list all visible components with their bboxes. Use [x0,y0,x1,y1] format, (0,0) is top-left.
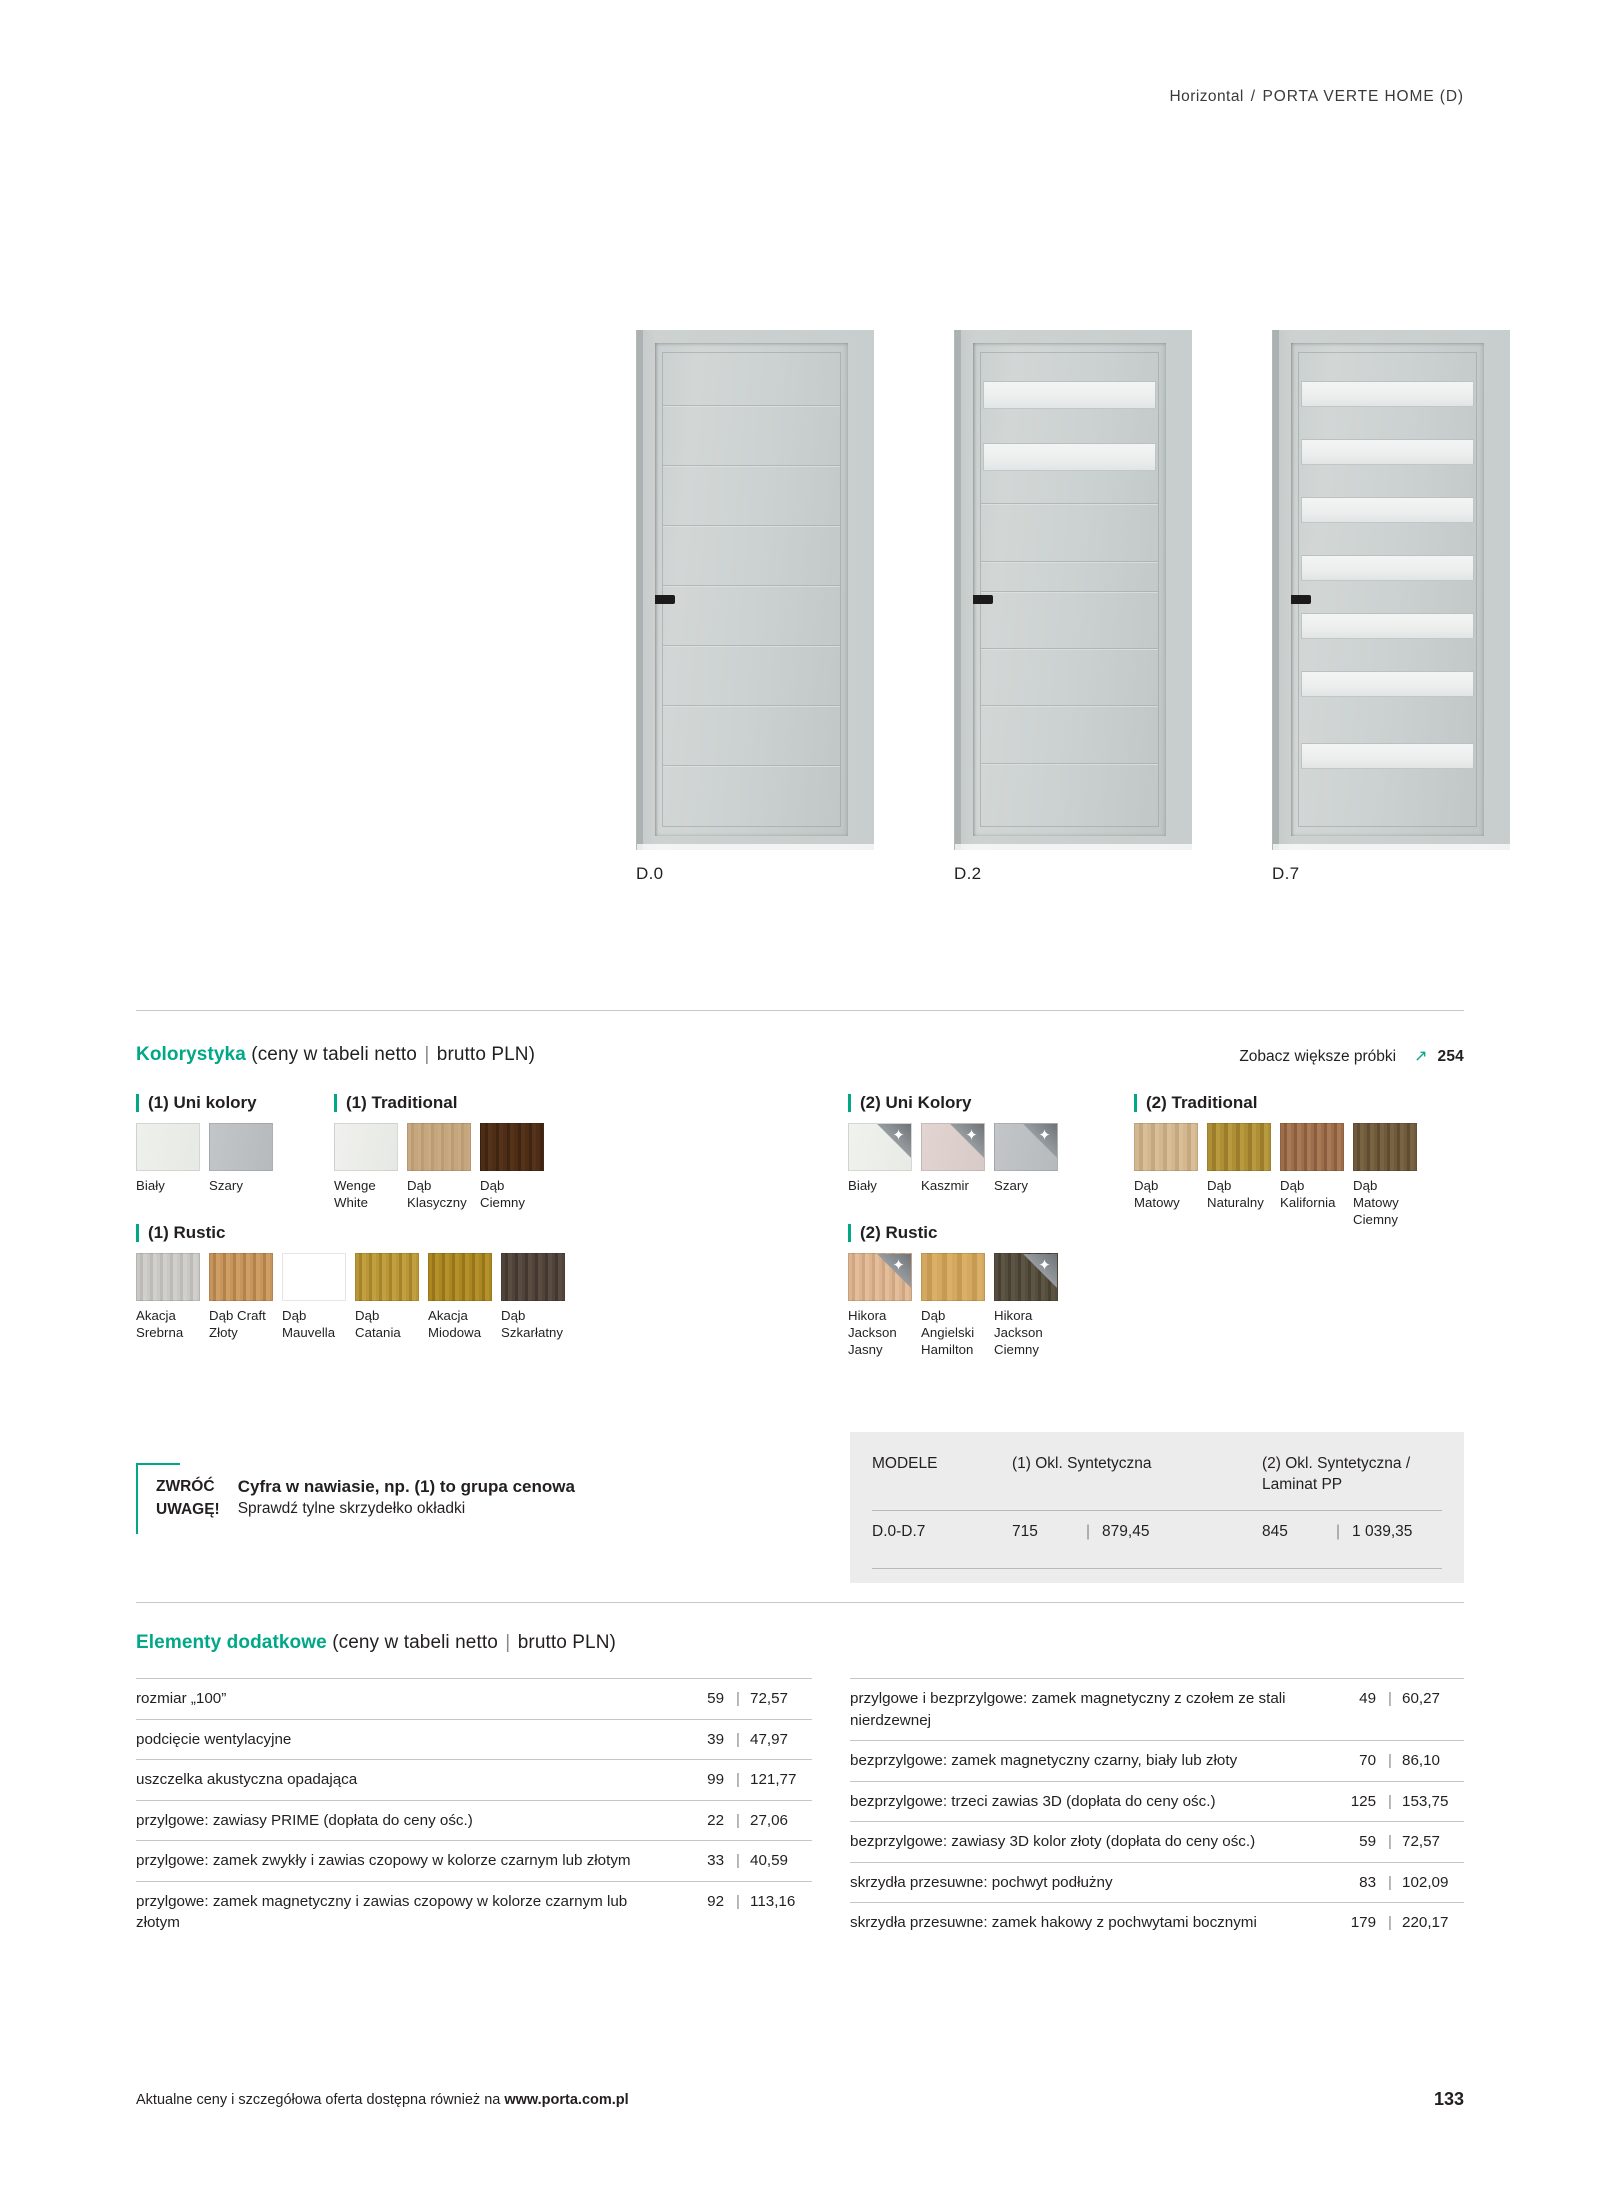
footer-text: Aktualne ceny i szczegółowa oferta dostępna również na [136,2092,505,2108]
attention-kicker-line1: ZWRÓĆ [156,1478,215,1495]
swatch-label: Akacja Miodowa [428,1307,482,1340]
list-item [136,1801,812,1842]
modele-net-1: 715 [1012,1522,1038,1540]
item-name: przylgowe i bezprzylgowe: zamek magnetyczny z czołem ze stali nierdzewnej [850,1690,1286,1729]
swatch-group-1-uni-kolory [136,1094,273,1195]
door-item-0 [636,330,876,883]
item-bar: | [736,1771,740,1789]
item-name: bezprzylgowe: zamek magnetyczny czarny, biały lub złoty [850,1752,1238,1770]
swatch-label: Dąb Catania [355,1307,401,1340]
swatch-chip [501,1253,565,1301]
page-number: 133 [1433,2089,1464,2109]
swatch-label: Dąb Angielski Hamilton [921,1307,975,1357]
item-bar: | [1388,1914,1392,1932]
door-outline [662,352,841,827]
kolorystyka-title-rest2: brutto PLN) [436,1044,536,1065]
swatch-group-title: (1) Uni kolory [136,1094,273,1112]
sparkle-icon: ✦ [965,1126,978,1144]
elementy-list-left [136,1678,812,1943]
swatch-chip [480,1123,544,1171]
swatch-group-2-traditional [1134,1094,1417,1229]
list-item [850,1903,1464,1943]
swatch-label: Dąb Matowy Ciemny [1353,1177,1399,1227]
elementy-title-rest1: (ceny w tabeli netto [332,1632,498,1653]
swatch-group-title: (1) Traditional [334,1094,544,1112]
attention-line2: Sprawdź tylne skrzydełko okładki [237,1500,466,1518]
table-row [872,1511,1442,1554]
swatch-label: Akacja Srebrna [136,1307,184,1340]
swatch-group-2-uni-kolory [848,1094,1058,1195]
swatch-dab-naturalny[interactable] [1207,1123,1271,1212]
door-frame [1272,330,1510,850]
page-header [1170,88,1465,106]
item-gross: 47,97 [750,1730,789,1748]
swatch-wenge-white[interactable] [334,1123,398,1212]
swatch-chip [355,1253,419,1301]
swatch-dab-ciemny[interactable] [480,1123,544,1212]
header-separator: / [1250,88,1256,105]
swatch-dab-kalifornia[interactable] [1280,1123,1344,1212]
item-name: skrzydła przesuwne: pochwyt podłużny [850,1873,1113,1891]
swatch-chip [1353,1123,1417,1171]
attention-kicker-line2: UWAGĘ! [156,1501,220,1519]
item-gross: 60,27 [1402,1690,1441,1707]
swatch-label: Dąb Szkarłatny [501,1307,564,1340]
modele-header-group2-line1: (2) Okl. Syntetyczna / [1262,1455,1411,1472]
door-handle-icon [655,595,675,604]
swatch-chip [209,1123,273,1171]
arrow-up-right-icon: ↗ [1414,1048,1428,1065]
header-category: Horizontal [1169,88,1244,105]
door-handle-icon [973,595,993,604]
swatch-szary[interactable] [209,1123,273,1195]
item-name: przylgowe: zawiasy PRIME (dopłata do ceny ośc.) [136,1811,473,1829]
item-name: podcięcie wentylacyjne [136,1730,292,1748]
list-item [136,1841,812,1882]
item-gross: 102,09 [1402,1873,1449,1891]
swatch-label: Biały [848,1177,877,1193]
modele-gross-1: 879,45 [1102,1522,1150,1540]
item-gross: 40,59 [750,1852,789,1870]
item-gross: 113,16 [750,1892,796,1910]
see-larger-samples-link[interactable] [1239,1046,1464,1066]
swatch-label: Hikora Jackson Ciemny [994,1307,1043,1357]
modele-header-models: MODELE [872,1455,938,1472]
item-net: 59 [707,1690,725,1707]
door-item-1 [954,330,1194,883]
list-item [136,1882,812,1943]
modele-cell-group2 [1262,1523,1442,1541]
item-gross: 153,75 [1402,1792,1449,1810]
modele-bar-2: | [1336,1522,1341,1540]
attention-kicker [156,1475,220,1522]
swatch-group-title: (2) Traditional [1134,1094,1417,1112]
see-larger-samples-page: 254 [1437,1048,1464,1065]
item-net: 33 [707,1852,725,1870]
kolorystyka-title-bar: | [424,1044,430,1065]
swatch-dab-angielski-hamilton[interactable] [921,1253,985,1359]
swatch-chip [848,1123,912,1171]
item-gross: 220,17 [1402,1914,1449,1932]
divider-top [136,1010,1464,1011]
swatch-chip [334,1123,398,1171]
item-name: uszczelka akustyczna opadająca [136,1771,358,1789]
item-name: przylgowe: zamek zwykły i zawias czopowy w kolorze czarnym lub złotym [136,1852,631,1870]
swatch-label: Dąb Matowy [1134,1177,1180,1210]
attention-body [238,1475,575,1522]
sparkle-icon: ✦ [892,1256,905,1274]
swatch-label: Dąb Ciemny [480,1177,526,1210]
door-label-1: D.2 [954,864,982,883]
door-label-2: D.7 [1272,864,1300,883]
sparkle-icon: ✦ [892,1126,905,1144]
door-leaf [973,343,1166,836]
modele-divider-bottom [872,1568,1442,1569]
modele-bar-1: | [1086,1522,1091,1540]
item-gross: 121,77 [750,1771,797,1789]
item-net: 83 [1359,1873,1377,1891]
swatch-kaszmir[interactable] [921,1123,985,1195]
swatch-label: Dąb Kalifornia [1280,1177,1336,1210]
item-net: 92 [707,1892,725,1910]
kolorystyka-title [136,1044,535,1066]
swatch-dab-catania[interactable] [355,1253,419,1342]
item-gross: 72,57 [750,1690,789,1707]
item-gross: 86,10 [1402,1752,1441,1770]
swatch-chip [136,1123,200,1171]
item-net: 99 [707,1771,725,1789]
swatch-dab-craft-zloty[interactable] [209,1253,273,1342]
swatch-label: Szary [209,1177,243,1193]
swatch-chip [994,1253,1058,1301]
item-net: 22 [707,1811,725,1829]
door-label-0: D.0 [636,864,664,883]
swatch-label: Dąb Naturalny [1207,1177,1264,1210]
door-frame [636,330,874,850]
elementy-title-rest2: brutto PLN) [517,1632,616,1653]
swatch-group-1-rustic [136,1224,565,1342]
swatch-group-title: (2) Rustic [848,1224,1058,1242]
list-item [850,1678,1464,1741]
modele-header-group2-line2: Laminat PP [1262,1475,1343,1493]
swatch-bialy[interactable] [136,1123,200,1195]
list-item [850,1782,1464,1823]
swatch-label: Dąb Klasyczny [407,1177,467,1210]
swatch-label: Biały [136,1177,165,1193]
item-bar: | [736,1730,740,1748]
swatch-akacja-srebrna[interactable] [136,1253,200,1342]
door-outline [980,352,1159,827]
modele-cell-group1 [1012,1523,1262,1541]
door-leaf [655,343,848,836]
swatch-chip [921,1253,985,1301]
attention-note [136,1463,636,1534]
item-bar: | [1388,1792,1392,1810]
swatch-chip [1207,1123,1271,1171]
item-gross: 72,57 [1402,1833,1441,1851]
divider-elementy [136,1602,1464,1603]
swatch-chip [921,1123,985,1171]
door-gallery [636,330,1526,890]
kolorystyka-title-accent: Kolorystyka [136,1044,246,1065]
swatch-chip [848,1253,912,1301]
item-bar: | [1388,1752,1392,1770]
list-item [850,1741,1464,1782]
item-name: skrzydła przesuwne: zamek hakowy z pochwytami bocznymi [850,1914,1257,1932]
modele-header-row [872,1454,1442,1496]
swatch-row [848,1123,1058,1195]
swatch-group-2-rustic [848,1224,1058,1359]
item-bar: | [1388,1833,1392,1851]
elementy-title [136,1632,616,1654]
swatch-group-title: (1) Rustic [136,1224,565,1242]
modele-gross-2: 1 039,35 [1352,1522,1413,1540]
swatch-chip [136,1253,200,1301]
swatch-dab-matowy-ciemny[interactable] [1353,1123,1417,1229]
swatch-group-1-traditional [334,1094,544,1212]
attention-line1: Cyfra w nawiasie, np. (1) to grupa cenowa [237,1477,575,1496]
item-bar: | [1388,1873,1392,1891]
swatch-label: Dąb Mauvella [282,1307,336,1340]
list-item [850,1863,1464,1904]
swatch-chip [282,1253,346,1301]
swatch-hikora-jackson-ciemny[interactable] [994,1253,1058,1359]
swatch-akacja-miodowa[interactable] [428,1253,492,1342]
item-bar: | [1388,1690,1392,1707]
swatch-chip [1134,1123,1198,1171]
swatch-row [848,1253,1058,1359]
swatch-row [334,1123,544,1212]
item-name: bezprzylgowe: trzeci zawias 3D (dopłata do ceny ośc.) [850,1792,1216,1810]
door-item-2 [1272,330,1512,883]
swatch-label: Hikora Jackson Jasny [848,1307,897,1357]
list-item [136,1720,812,1761]
footer-site[interactable]: www.porta.com.pl [504,2092,629,2108]
door-frame [954,330,1192,850]
item-gross: 27,06 [750,1811,789,1829]
modele-price-table [850,1432,1464,1583]
list-item [136,1760,812,1801]
item-bar: | [736,1892,740,1910]
see-larger-samples-label: Zobacz większe próbki [1239,1048,1397,1065]
swatch-label: Wenge White [334,1177,376,1210]
item-net: 49 [1359,1690,1377,1707]
item-net: 39 [707,1730,725,1748]
item-net: 59 [1359,1833,1377,1851]
swatch-dab-klasyczny[interactable] [407,1123,471,1212]
swatch-dab-matowy[interactable] [1134,1123,1198,1212]
sparkle-icon: ✦ [1038,1126,1051,1144]
swatch-chip [407,1123,471,1171]
swatch-bialy-premium[interactable] [848,1123,912,1195]
header-collection: PORTA VERTE HOME (D) [1262,88,1464,105]
swatch-row [1134,1123,1417,1229]
swatch-dab-mauvella[interactable] [282,1253,346,1342]
modele-cell-model: D.0-D.7 [872,1522,926,1540]
list-item [850,1822,1464,1863]
swatch-dab-szkarlatny[interactable] [501,1253,565,1342]
modele-header-group1: (1) Okl. Syntetyczna [1012,1455,1152,1472]
swatch-label: Dąb Craft Złoty [209,1307,266,1340]
elementy-list-right [850,1678,1464,1943]
elementy-title-bar: | [505,1632,511,1653]
swatch-row [136,1253,565,1342]
swatch-chip [428,1253,492,1301]
swatch-label: Szary [994,1177,1028,1193]
item-bar: | [736,1811,740,1829]
item-name: przylgowe: zamek magnetyczny i zawias czopowy w kolorze czarnym lub złotym [136,1892,628,1932]
swatch-label: Kaszmir [921,1177,969,1193]
elementy-title-accent: Elementy dodatkowe [136,1632,327,1653]
door-leaf [1291,343,1484,836]
swatch-row [136,1123,273,1195]
list-item [136,1678,812,1720]
item-net: 70 [1359,1752,1377,1770]
item-name: bezprzylgowe: zawiasy 3D kolor złoty (dopłata do ceny ośc.) [850,1833,1256,1851]
item-net: 125 [1350,1792,1377,1810]
swatch-group-title: (2) Uni Kolory [848,1094,1058,1112]
swatch-hikora-jackson-jasny[interactable] [848,1253,912,1359]
swatch-szary-premium[interactable] [994,1123,1058,1195]
page-footer [136,2092,629,2108]
modele-net-2: 845 [1262,1522,1288,1540]
swatch-chip [209,1253,273,1301]
item-net: 179 [1350,1914,1377,1932]
item-bar: | [736,1852,740,1870]
modele-header-group2 [1262,1454,1442,1496]
item-name: rozmiar „100” [136,1690,227,1707]
door-handle-icon [1291,595,1311,604]
sparkle-icon: ✦ [1038,1256,1051,1274]
swatch-chip [994,1123,1058,1171]
kolorystyka-title-rest1: (ceny w tabeli netto [251,1044,417,1065]
swatch-chip [1280,1123,1344,1171]
item-bar: | [736,1690,740,1707]
